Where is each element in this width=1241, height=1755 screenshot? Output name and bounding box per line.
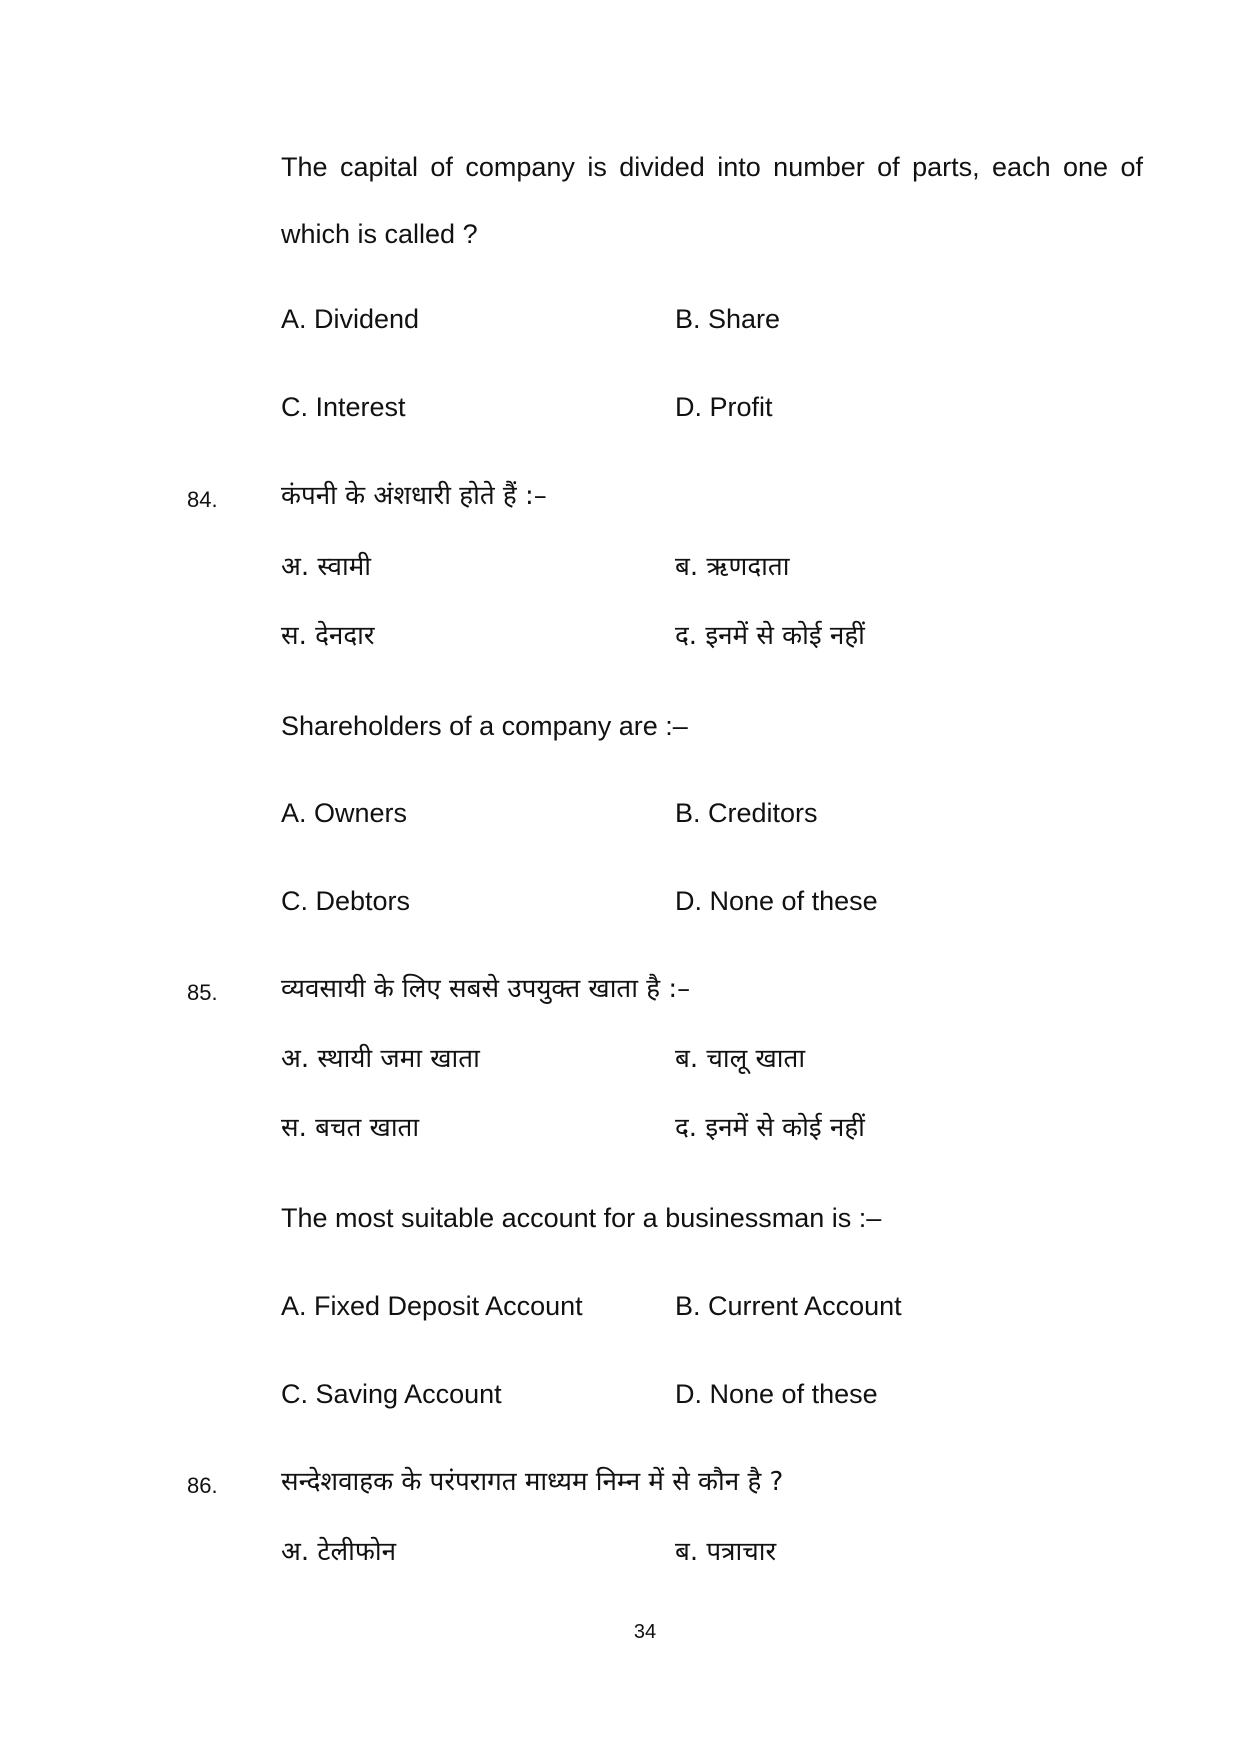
q84-english-option-c: C. Debtors [281,886,411,916]
q83-english-stem: The capital of company is divided into number of parts, each one of which is called ? [281,152,1143,249]
q85-hindi-option-d: द. इनमें से कोई नहीं [675,1113,865,1143]
q84-english-option-b: B. Creditors [675,798,818,828]
q86-hindi-stem: सन्देशवाहक के परंपरागत माध्यम निम्न में से कौन है ? [281,1467,784,1497]
q85-hindi-option-a: अ. स्थायी जमा खाता [281,1044,480,1074]
q84-hindi-option-a: अ. स्वामी [281,552,371,582]
q84-hindi-stem: कंपनी के अंशधारी होते हैं :– [281,481,547,511]
q85-number: 85. [187,980,218,1005]
q85-english-option-a: A. Fixed Deposit Account [281,1291,583,1321]
q85-english-stem: The most suitable account for a businessman is :– [281,1203,882,1233]
q85-english-option-b: B. Current Account [675,1291,902,1321]
q83-option-a: A. Dividend [281,304,420,334]
q86-hindi-option-a: अ. टेलीफोन [281,1537,397,1567]
q84-hindi-option-b: ब. ऋणदाता [675,552,790,582]
q83-option-b: B. Share [675,304,781,334]
q86-number: 86. [187,1473,218,1498]
q85-english-option-c: C. Saving Account [281,1379,502,1409]
q83-option-d: D. Profit [675,392,773,422]
page-number: 34 [633,1621,657,1643]
q85-hindi-stem: व्यवसायी के लिए सबसे उपयुक्त खाता है :– [281,974,691,1004]
q84-hindi-option-c: स. देनदार [281,621,375,651]
q84-number: 84. [187,487,218,512]
q86-hindi-option-b: ब. पत्राचार [675,1537,777,1567]
q85-hindi-option-b: ब. चालू खाता [675,1044,806,1074]
q85-hindi-option-c: स. बचत खाता [281,1113,420,1143]
q84-english-stem: Shareholders of a company are :– [281,711,688,741]
q83-option-c: C. Interest [281,392,406,422]
q85-english-option-d: D. None of these [675,1379,878,1409]
q84-english-option-d: D. None of these [675,886,878,916]
q84-english-option-a: A. Owners [281,798,408,828]
q84-hindi-option-d: द. इनमें से कोई नहीं [675,621,865,651]
